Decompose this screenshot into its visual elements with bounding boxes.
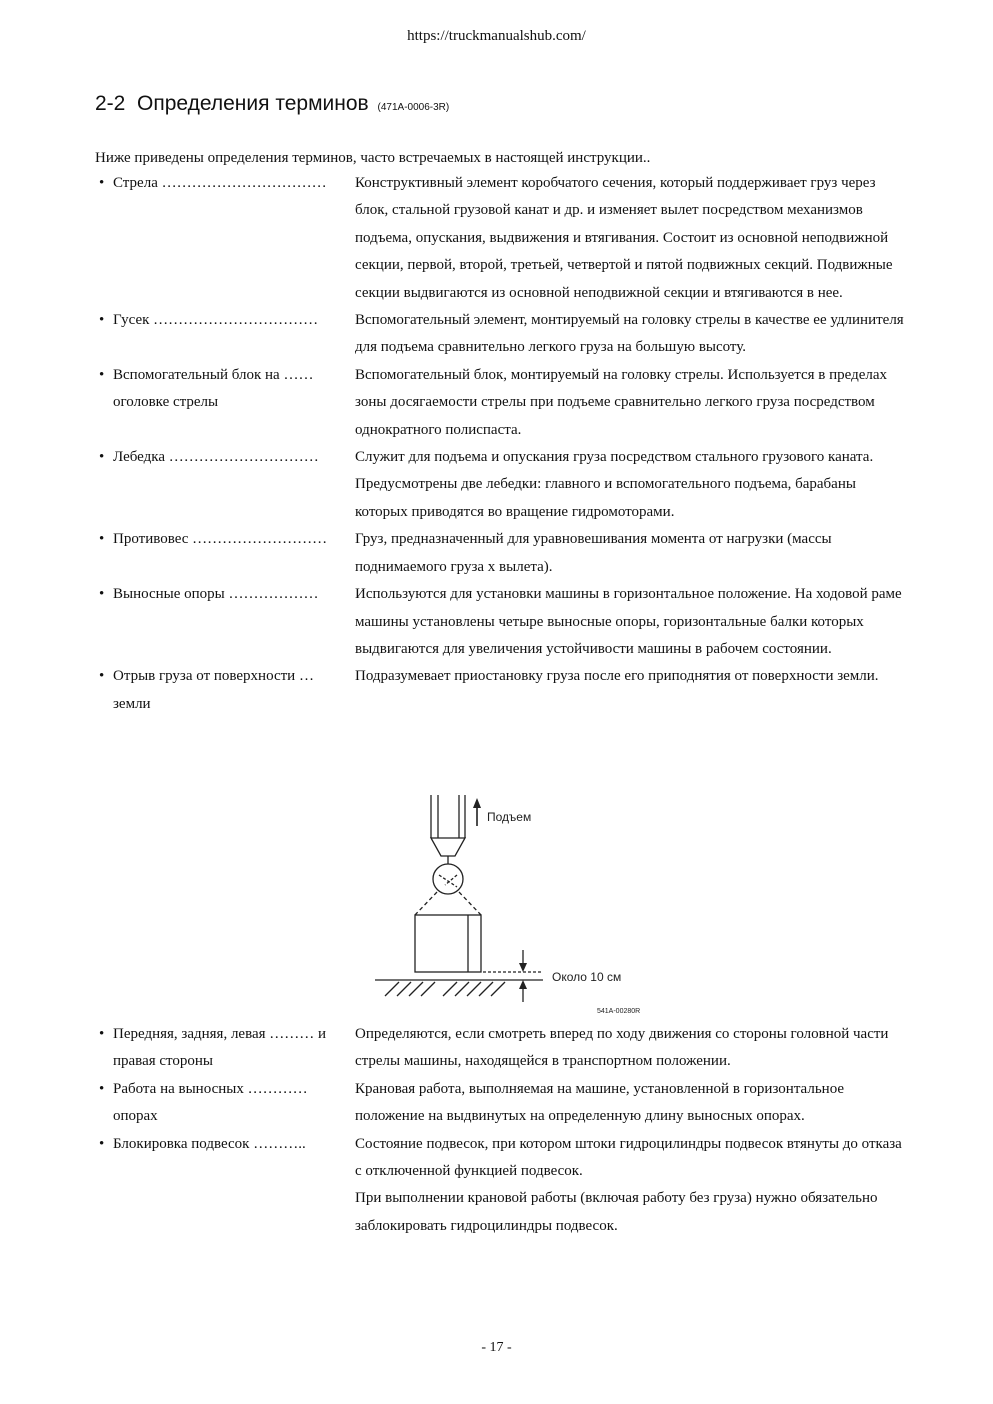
term-definition: Подразумевает приостановку груза после его приподнятия от поверхности земли.: [355, 668, 879, 685]
term-row: [99, 581, 904, 663]
section-title: [95, 92, 449, 116]
term-name: Стрела ……………………………: [113, 175, 327, 191]
bullet: •: [99, 586, 105, 603]
term-definition: Крановая работа, выполняемая на машине, установленной в горизонтальное положение на выдвинутых на определенную длину выносных опорах.: [355, 1080, 845, 1125]
lift-label: Подъем: [487, 810, 532, 824]
load-box: [415, 915, 481, 972]
hook-icon: [433, 864, 463, 894]
bullet: •: [99, 449, 105, 466]
term-label-cell: [99, 1131, 355, 1186]
section-number: 2-2: [95, 92, 126, 115]
term-row: [99, 362, 904, 444]
term-name: Вспомогательный блок на …… оголовке стрелы: [113, 366, 314, 411]
term-name: Работа на выносных ………… опорах: [113, 1080, 308, 1125]
term-definition: Вспомогательный блок, монтируемый на головку стрелы. Используется в пределах зоны досягаемости стрелы при подъеме сравнительно легкого груза посредством однократного полиспаста.: [355, 366, 888, 438]
term-label-cell: [99, 1076, 355, 1131]
section-title-text: Определения терминов: [137, 92, 369, 115]
term-definition: Конструктивный элемент коробчатого сечения, который поддерживает груз через блок, стальной грузовой канат и др. и изменяет вылет посредством механизмов подъема, опускания, выдвижения и втягивания. Состоит из основной неподвижной секции, первой, второй, третьей, четвертой и пятой подвижных секций. Подвижные секции выдвигаются из основной неподвижной секции и втягиваются в нее.: [355, 175, 893, 301]
bullet: •: [99, 1026, 105, 1042]
gap-label: Около 10 см: [552, 970, 622, 984]
intro-paragraph: Ниже приведены определения терминов, часто встречаемых в настоящей инструкции..: [95, 150, 651, 166]
term-definition: Используются для установки машины в горизонтальное положение. На ходовой раме машины установлены четыре выносные опоры, горизонтальные балки которых выдвигаются для увеличения устойчивости машины в рабочем состоянии.: [355, 586, 902, 657]
sling-line: [415, 892, 437, 915]
term-name: Гусек ……………………………: [113, 312, 319, 329]
lift-figure: [365, 790, 645, 1020]
term-label-cell: [99, 444, 355, 526]
term-name: Противовес ………………………: [113, 531, 328, 548]
term-name: Отрыв груза от поверхности … земли: [113, 668, 314, 712]
term-row: [99, 1076, 904, 1131]
term-row: [99, 526, 904, 581]
term-row: [99, 1131, 904, 1186]
bullet: •: [99, 366, 105, 383]
term-row: [99, 1021, 904, 1076]
bullet: •: [99, 312, 105, 329]
term-definition: Вспомогательный элемент, монтируемый на головку стрелы в качестве ее удлинителя для подъема сравнительно легкого груза на большую высоту.: [355, 312, 904, 356]
terms-list-b: [99, 1021, 904, 1240]
sling-line: [459, 892, 481, 915]
term-label-cell: [99, 170, 355, 307]
term-label-cell: [99, 1021, 355, 1076]
header-url: https://truckmanualshub.com/: [407, 28, 586, 44]
term-name: Выносные опоры ………………: [113, 586, 319, 603]
section-code: (471A-0006-3R): [377, 102, 450, 113]
term-definition: Груз, предназначенный для уравновешивания момента от нагрузки (массы поднимаемого груза x вылета).: [355, 531, 832, 575]
term-name: Передняя, задняя, левая ……… и правая стороны: [113, 1026, 327, 1070]
term-name: Блокировка подвесок ………..: [113, 1135, 306, 1152]
term-name: Лебедка …………………………: [113, 449, 319, 466]
term-label-cell: [99, 1185, 355, 1240]
term-row: [99, 663, 904, 718]
term-definition: При выполнении крановой работы (включая работу без груза) нужно обязательно заблокировать гидроцилиндры подвесок.: [355, 1190, 878, 1234]
bullet: •: [99, 531, 105, 548]
terms-list-a: [99, 170, 904, 718]
term-definition: Определяются, если смотреть вперед по ходу движения со стороны головной части стрелы машины, находящейся в транспортном положении.: [355, 1026, 889, 1070]
hook-block: [431, 838, 465, 856]
term-definition: Служит для подъема и опускания груза посредством стального грузового каната. Предусмотрены две лебедки: главного и вспомогательного подъема, барабаны которых приводятся во вращение гидромоторами.: [355, 449, 874, 520]
bullet: •: [99, 668, 105, 685]
page-number: - 17 -: [481, 1340, 512, 1355]
term-label-cell: [99, 362, 355, 444]
term-row: [99, 444, 904, 526]
term-row: [99, 1185, 904, 1240]
term-label-cell: [99, 526, 355, 581]
term-row: [99, 170, 904, 307]
term-row: [99, 307, 904, 362]
term-label-cell: [99, 581, 355, 663]
bullet: •: [99, 1080, 105, 1097]
bullet: •: [99, 175, 105, 191]
term-label-cell: [99, 663, 355, 718]
term-label-cell: [99, 307, 355, 362]
term-name: [113, 1185, 355, 1240]
bullet: [99, 1185, 113, 1240]
figure-code: 541A-00280R: [597, 1008, 641, 1015]
term-definition: Состояние подвесок, при котором штоки гидроцилиндры подвесок втянуты до отказа с отключенной функцией подвесок.: [355, 1135, 902, 1180]
bullet: •: [99, 1135, 105, 1152]
